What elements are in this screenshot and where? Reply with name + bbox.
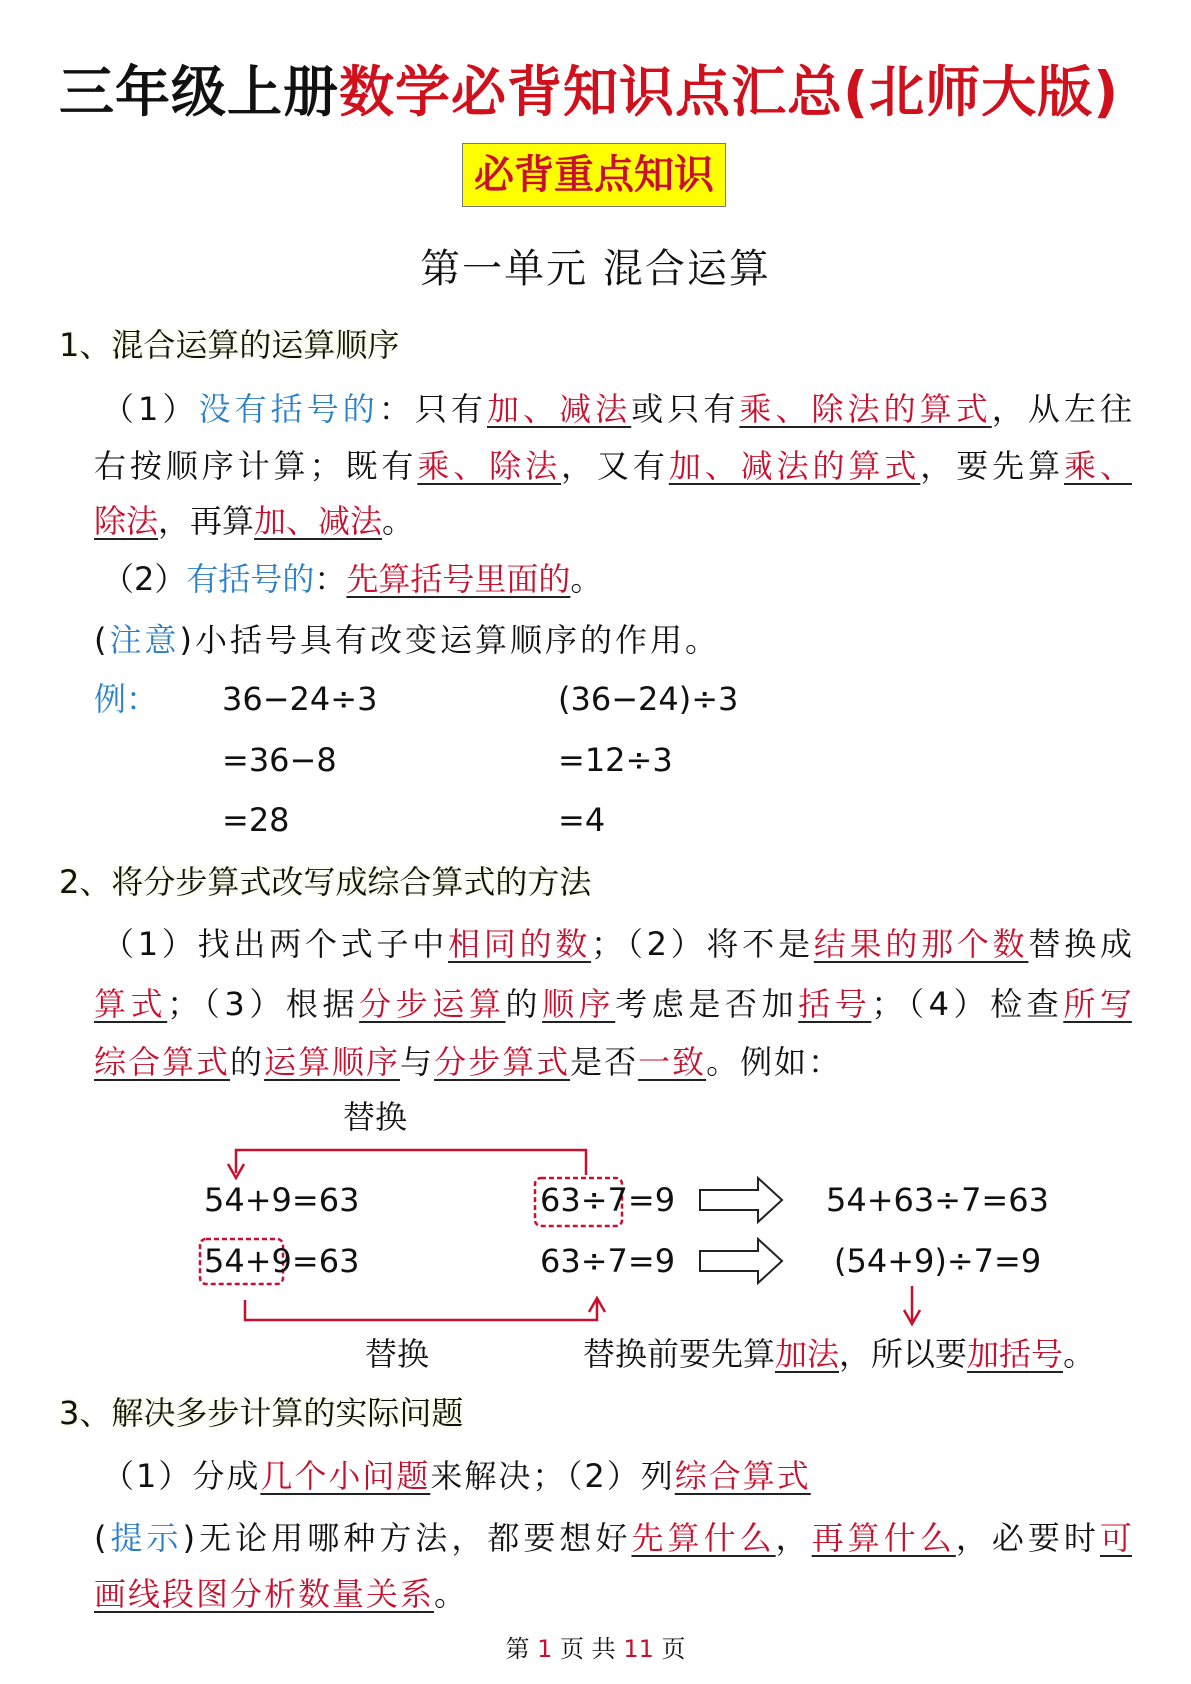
text-segment: ， — [775, 1519, 812, 1557]
text-segment: 考虑是否加 — [615, 985, 799, 1023]
key-term: 再算什么 — [811, 1519, 956, 1557]
text-segment: 。 — [1063, 1335, 1096, 1373]
text-segment: ( — [94, 1519, 107, 1557]
key-knowledge-badge: 必背重点知识 — [462, 143, 726, 207]
label-term: 注意 — [109, 621, 180, 659]
example-step: (36−24)÷3 — [558, 680, 739, 718]
expression: 54+9=63 — [204, 1181, 360, 1219]
title-black: 三年级上册 — [59, 60, 340, 124]
footer-text: 页 — [661, 1635, 686, 1663]
paragraph-line — [94, 496, 414, 546]
page-footer — [0, 1634, 1191, 1664]
hint-line — [94, 1513, 1132, 1563]
section-heading-3: 3、解决多步计算的实际问题 — [59, 1394, 464, 1432]
diagram-conclusion — [583, 1329, 1095, 1379]
text-segment: ，又有 — [561, 447, 669, 485]
paragraph-line — [94, 1037, 842, 1087]
text-segment: 替换成 — [1028, 925, 1132, 963]
unit-heading: 第一单元 混合运算 — [420, 246, 771, 292]
key-term: 算式 — [94, 985, 168, 1023]
text-segment: ： — [314, 560, 347, 598]
key-term: 除法 — [94, 502, 159, 540]
text-segment: ，所以要 — [839, 1335, 968, 1373]
example-step: =12÷3 — [558, 741, 673, 779]
example-step: =28 — [222, 801, 290, 839]
replacement-diagram-arrows — [0, 1100, 1191, 1350]
title-red: 数学必背知识点汇总(北师大版) — [339, 60, 1120, 124]
key-term: 顺序 — [542, 985, 616, 1023]
key-term: 一致 — [638, 1043, 707, 1081]
text-segment: ：只有 — [378, 390, 487, 428]
replace-bracket-top — [236, 1150, 586, 1175]
key-term: 运算顺序 — [264, 1043, 401, 1081]
key-term: 先算什么 — [631, 1519, 776, 1557]
text-segment: ；（2）将不是 — [591, 925, 814, 963]
section-heading-2: 2、将分步算式改写成综合算式的方法 — [59, 863, 592, 901]
text-segment: 替换前要先算 — [583, 1335, 776, 1373]
key-term: 几个小问题 — [260, 1457, 431, 1495]
text-segment: )无论用哪种方法，都要想好 — [182, 1519, 632, 1557]
key-term: 结果的那个数 — [813, 925, 1029, 963]
text-segment: ；（4）检查 — [871, 985, 1064, 1023]
paragraph-line — [102, 384, 1132, 434]
right-arrow-icon — [700, 1178, 782, 1222]
text-segment: )小括号具有改变运算顺序的作用。 — [179, 621, 720, 659]
key-term: 加括号 — [967, 1335, 1064, 1373]
paragraph-line — [94, 979, 1132, 1029]
note-line — [94, 615, 720, 665]
key-term: 相同的数 — [448, 925, 592, 963]
paragraph-line — [102, 1451, 811, 1501]
footer-text: 页 共 — [560, 1635, 616, 1663]
text-segment: ( — [94, 621, 110, 659]
expression-result: 54+63÷7=63 — [826, 1181, 1049, 1219]
text-segment: （1）分成 — [102, 1457, 261, 1495]
key-term: 综合算式 — [94, 1043, 231, 1081]
expression-result: (54+9)÷7=9 — [834, 1242, 1042, 1280]
text-segment: ，必要时 — [955, 1519, 1100, 1557]
key-term: 分步运算 — [359, 985, 506, 1023]
key-term: 画线段图分析数量关系 — [94, 1575, 435, 1613]
paragraph-line — [94, 1569, 468, 1619]
replace-label-bottom: 替换 — [365, 1335, 430, 1373]
text-segment: 。例如： — [706, 1043, 843, 1081]
text-segment: 。 — [382, 502, 415, 540]
key-term: 加、减法的算式 — [668, 447, 921, 485]
replace-label-top: 替换 — [343, 1098, 408, 1136]
text-segment: ；（3）根据 — [167, 985, 360, 1023]
total-pages: 11 — [623, 1635, 654, 1663]
paragraph-line — [94, 441, 1132, 491]
expression: 63÷7=9 — [540, 1181, 676, 1219]
label-term: 有括号的 — [186, 560, 315, 598]
text-segment: （1） — [102, 390, 199, 428]
label-term: 提示 — [106, 1519, 183, 1557]
replace-bracket-bottom — [245, 1300, 597, 1320]
section-heading-1: 1、混合运算的运算顺序 — [59, 326, 400, 364]
text-segment: 。 — [570, 560, 603, 598]
footer-text: 第 — [505, 1635, 530, 1663]
key-term: 所写 — [1063, 985, 1132, 1023]
key-term: 乘、除法的算式 — [739, 390, 992, 428]
expression: 63÷7=9 — [540, 1242, 676, 1280]
key-term: 加、减法 — [486, 390, 632, 428]
current-page-number: 1 — [537, 1635, 553, 1663]
paragraph-line — [102, 554, 602, 604]
key-term: 乘、 — [1064, 447, 1132, 485]
example-label: 例： — [94, 680, 159, 718]
text-segment: ，再算 — [158, 502, 255, 540]
text-segment: （1）找出两个式子中 — [102, 925, 449, 963]
key-term: 加法 — [775, 1335, 840, 1373]
key-term: 括号 — [798, 985, 872, 1023]
text-segment: 的 — [230, 1043, 265, 1081]
text-segment: 的 — [505, 985, 543, 1023]
key-term: 综合算式 — [674, 1457, 811, 1495]
text-segment: 与 — [400, 1043, 435, 1081]
right-arrow-icon — [700, 1239, 782, 1283]
example-step: =36−8 — [222, 741, 337, 779]
key-term: 加、减法 — [254, 502, 383, 540]
text-segment: 右按顺序计算；既有 — [94, 447, 418, 485]
text-segment: ，要先算 — [920, 447, 1064, 485]
text-segment: 来解决；（2）列 — [430, 1457, 675, 1495]
example-step: 36−24÷3 — [222, 680, 378, 718]
text-segment: （2） — [102, 560, 187, 598]
key-term: 可 — [1099, 1519, 1132, 1557]
key-term: 乘、除法 — [417, 447, 562, 485]
paragraph-line — [102, 919, 1132, 969]
text-segment: 或只有 — [631, 390, 740, 428]
text-segment: 是否 — [570, 1043, 639, 1081]
key-term: 分步算式 — [434, 1043, 571, 1081]
key-term: 先算括号里面的 — [346, 560, 571, 598]
text-segment: 。 — [434, 1575, 469, 1613]
page-title — [59, 60, 1119, 124]
label-term: 没有括号的 — [198, 390, 379, 428]
text-segment: ，从左往 — [991, 390, 1132, 428]
example-step: =4 — [558, 801, 606, 839]
expression: 54+9=63 — [204, 1242, 360, 1280]
